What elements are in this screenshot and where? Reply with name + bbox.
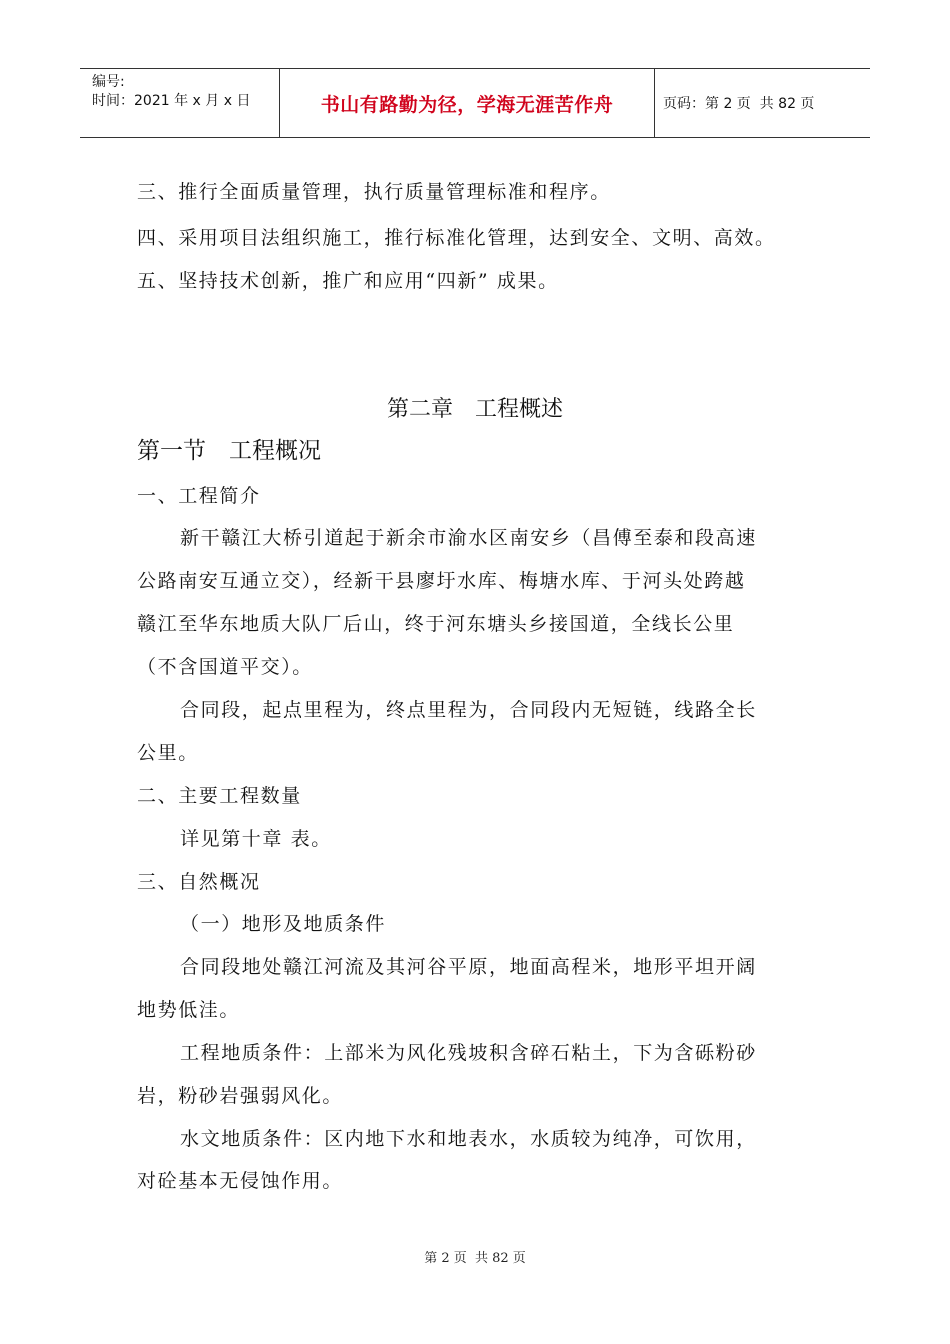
paragraph-line: 岩，粉砂岩强弱风化。 (137, 1085, 344, 1107)
heading-project-intro: 一、工程简介 (137, 485, 261, 507)
paragraph-line: 公路南安互通立交），经新干县廖圩水库、梅塘水库、于河头处跨越 (137, 570, 746, 592)
paragraph-line: 工程地质条件：上部米为风化残坡积含碎石粘土，下为含砾粉砂 (180, 1042, 757, 1064)
intro-line-3: 三、推行全面质量管理，执行质量管理标准和程序。 (137, 181, 611, 203)
paragraph-line: 对砼基本无侵蚀作用。 (137, 1170, 344, 1192)
section-title: 第一节 工程概况 (137, 438, 321, 464)
document-date: 时间：2021 年 x 月 x 日 (92, 93, 251, 109)
heading-natural-conditions: 三、自然概况 (137, 871, 261, 893)
paragraph-line: 合同段，起点里程为，终点里程为，合同段内无短链，线路全长 (180, 699, 757, 721)
subheading-terrain-geology: （一）地形及地质条件 (180, 913, 387, 935)
paragraph-line: （不含国道平交）。 (137, 656, 313, 678)
page-footer: 第 2 页 共 82 页 (424, 1251, 526, 1266)
paragraph-line: 公里。 (137, 742, 199, 764)
chapter-title: 第二章 工程概述 (386, 397, 563, 422)
paragraph-line: 合同段地处赣江河流及其河谷平原，地面高程米，地形平坦开阔 (180, 956, 757, 978)
document-number-label: 编号: (92, 74, 125, 90)
paragraph-line: 详见第十章 表。 (180, 828, 332, 850)
page-header (80, 68, 870, 138)
heading-main-quantities: 二、主要工程数量 (137, 785, 302, 807)
paragraph-line: 赣江至华东地质大队厂后山，终于河东塘头乡接国道，全线长公里 (137, 613, 735, 635)
header-page-info: 页码：第 2 页 共 82 页 (663, 96, 815, 112)
header-motto: 书山有路勤为径，学海无涯苦作舟 (280, 69, 655, 137)
intro-line-5: 五、坚持技术创新，推广和应用“四新” 成果。 (137, 270, 559, 292)
paragraph-line: 新干赣江大桥引道起于新余市渝水区南安乡（昌傅至泰和段高速 (180, 527, 757, 549)
intro-line-4: 四、采用项目法组织施工，推行标准化管理，达到安全、文明、高效。 (137, 227, 776, 249)
paragraph-line: 水文地质条件：区内地下水和地表水，水质较为纯净，可饮用， (180, 1128, 757, 1150)
header-meta (80, 69, 280, 137)
paragraph-line: 地势低洼。 (137, 999, 241, 1021)
